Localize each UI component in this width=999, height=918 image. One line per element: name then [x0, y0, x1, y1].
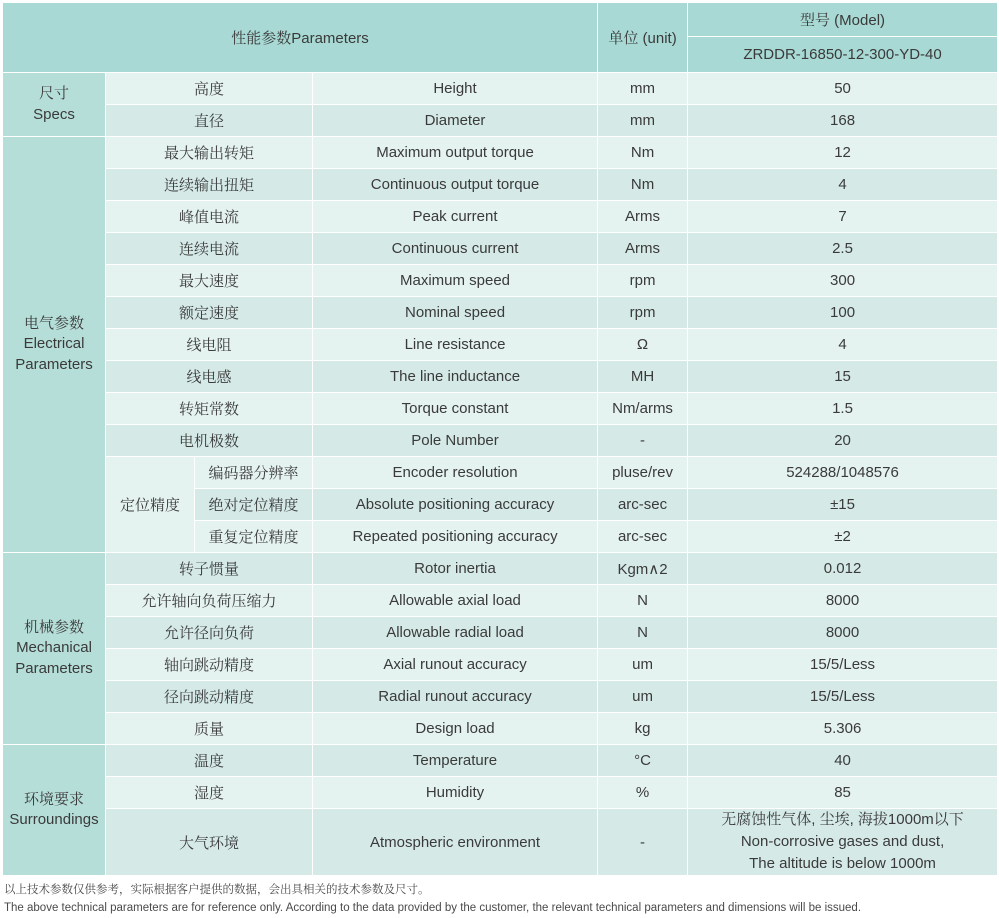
- row-unit: Kgm∧2: [598, 553, 688, 585]
- header-model-label: 型号 (Model): [688, 3, 998, 37]
- row-label-en: Repeated positioning accuracy: [313, 521, 598, 553]
- group-specs-en: Specs: [33, 105, 75, 123]
- table-row-atmospheric: [3, 809, 998, 876]
- row-unit: mm: [598, 73, 688, 105]
- group-mechanical-cn: 机械参数: [23, 619, 84, 637]
- row-label-cn: 峰值电流: [106, 201, 313, 233]
- row-value: 524288/1048576: [688, 457, 998, 489]
- row-unit: Nm: [598, 169, 688, 201]
- row-label-cn: 直径: [106, 105, 313, 137]
- row-label-en: Peak current: [313, 201, 598, 233]
- row-label-en: Absolute positioning accuracy: [313, 489, 598, 521]
- row-unit: pluse/rev: [598, 457, 688, 489]
- footnotes: [2, 882, 999, 918]
- row-label-cn: 湿度: [106, 777, 313, 809]
- row-value: 7: [688, 201, 998, 233]
- table-row: [3, 681, 998, 713]
- row-unit: -: [598, 809, 688, 876]
- row-unit: arc-sec: [598, 521, 688, 553]
- row-unit: N: [598, 585, 688, 617]
- row-label-en: Line resistance: [313, 329, 598, 361]
- row-value: ±15: [688, 489, 998, 521]
- row-unit: MH: [598, 361, 688, 393]
- row-label-cn: 绝对定位精度: [195, 489, 313, 521]
- row-value-atmospheric: [688, 809, 998, 876]
- row-label-cn: 额定速度: [106, 297, 313, 329]
- row-unit: °C: [598, 745, 688, 777]
- row-label-cn: 连续电流: [106, 233, 313, 265]
- row-label-en: Diameter: [313, 105, 598, 137]
- row-value: 85: [688, 777, 998, 809]
- group-specs-cn: 尺寸: [38, 85, 69, 103]
- table-row: [3, 713, 998, 745]
- table-row: [3, 73, 998, 105]
- table-row: [3, 617, 998, 649]
- row-label-en: Radial runout accuracy: [313, 681, 598, 713]
- table-row: [3, 553, 998, 585]
- group-mechanical: [3, 553, 106, 745]
- table-row: [3, 745, 998, 777]
- row-value: 4: [688, 329, 998, 361]
- row-value: 8000: [688, 585, 998, 617]
- table-row: [3, 233, 998, 265]
- row-label-en: Design load: [313, 713, 598, 745]
- row-unit: Ω: [598, 329, 688, 361]
- row-label-cn: 温度: [106, 745, 313, 777]
- group-electrical-en: Electrical: [23, 335, 85, 353]
- row-label-cn: 线电阻: [106, 329, 313, 361]
- row-label-en: Temperature: [313, 745, 598, 777]
- row-value: 12: [688, 137, 998, 169]
- row-value: ±2: [688, 521, 998, 553]
- group-mechanical-en2: Parameters: [15, 659, 93, 677]
- table-row: [3, 585, 998, 617]
- row-value: 8000: [688, 617, 998, 649]
- row-unit: um: [598, 681, 688, 713]
- table-row: [3, 169, 998, 201]
- row-label-cn: 转矩常数: [106, 393, 313, 425]
- row-label-cn: 大气环境: [106, 809, 313, 876]
- row-unit: N: [598, 617, 688, 649]
- table-row: [3, 457, 998, 489]
- row-label-cn: 电机极数: [106, 425, 313, 457]
- row-label-en: The line inductance: [313, 361, 598, 393]
- row-unit: Nm: [598, 137, 688, 169]
- row-label-cn: 高度: [106, 73, 313, 105]
- row-unit: rpm: [598, 265, 688, 297]
- header-model-value: ZRDDR-16850-12-300-YD-40: [688, 37, 998, 73]
- table-row: [3, 425, 998, 457]
- row-value: 5.306: [688, 713, 998, 745]
- row-label-cn: 最大速度: [106, 265, 313, 297]
- row-value: 40: [688, 745, 998, 777]
- table-row: [3, 105, 998, 137]
- group-electrical: [3, 137, 106, 553]
- row-unit: %: [598, 777, 688, 809]
- group-surroundings-cn: 环境要求: [23, 790, 84, 808]
- row-value: 15/5/Less: [688, 649, 998, 681]
- group-specs: [3, 73, 106, 137]
- row-label-cn: 质量: [106, 713, 313, 745]
- row-label-en: Pole Number: [313, 425, 598, 457]
- table-row: [3, 265, 998, 297]
- header-unit: 单位 (unit): [598, 3, 688, 73]
- row-label-cn: 连续输出扭矩: [106, 169, 313, 201]
- table-header-row: [3, 3, 998, 37]
- row-value: 15/5/Less: [688, 681, 998, 713]
- row-label-cn: 允许轴向负荷压缩力: [106, 585, 313, 617]
- row-label-en: Continuous output torque: [313, 169, 598, 201]
- table-row: [3, 201, 998, 233]
- row-label-en: Continuous current: [313, 233, 598, 265]
- row-value: 100: [688, 297, 998, 329]
- group-surroundings: [3, 745, 106, 876]
- specification-table: [2, 2, 998, 876]
- row-unit: rpm: [598, 297, 688, 329]
- row-unit: kg: [598, 713, 688, 745]
- row-label-cn: 轴向跳动精度: [106, 649, 313, 681]
- row-label-en: Encoder resolution: [313, 457, 598, 489]
- footnote-en: The above technical parameters are for reference only. According to the data provided by the customer, the relevant technical parameters and dimensions will be issued.: [4, 901, 862, 914]
- row-unit: Nm/arms: [598, 393, 688, 425]
- row-value: 20: [688, 425, 998, 457]
- row-unit: Arms: [598, 201, 688, 233]
- row-unit: arc-sec: [598, 489, 688, 521]
- table-row: [3, 393, 998, 425]
- footnote-cn: 以上技术参数仅供参考，实际根据客户提供的数据，会出具相关的技术参数及尺寸。: [4, 884, 430, 896]
- row-value: 15: [688, 361, 998, 393]
- row-value: 4: [688, 169, 998, 201]
- table-row: [3, 777, 998, 809]
- row-label-cn: 允许径向负荷: [106, 617, 313, 649]
- row-label-cn: 转子惯量: [106, 553, 313, 585]
- table-row: [3, 137, 998, 169]
- row-unit: -: [598, 425, 688, 457]
- row-unit: Arms: [598, 233, 688, 265]
- row-label-cn: 最大输出转矩: [106, 137, 313, 169]
- group-electrical-en2: Parameters: [15, 355, 93, 373]
- row-label-cn: 重复定位精度: [195, 521, 313, 553]
- row-value: 0.012: [688, 553, 998, 585]
- row-label-en: Axial runout accuracy: [313, 649, 598, 681]
- row-label-en: Nominal speed: [313, 297, 598, 329]
- group-mechanical-en: Mechanical: [16, 639, 92, 657]
- row-label-en: Rotor inertia: [313, 553, 598, 585]
- atmospheric-value-line1: 无腐蚀性气体, 尘埃, 海拔1000m以下: [721, 811, 964, 829]
- row-value: 2.5: [688, 233, 998, 265]
- header-parameters: 性能参数Parameters: [3, 3, 598, 73]
- row-label-cn: 径向跳动精度: [106, 681, 313, 713]
- row-label-en: Allowable axial load: [313, 585, 598, 617]
- row-label-cn: 线电感: [106, 361, 313, 393]
- row-label-en: Allowable radial load: [313, 617, 598, 649]
- row-value: 168: [688, 105, 998, 137]
- group-electrical-cn: 电气参数: [23, 315, 84, 333]
- row-unit: mm: [598, 105, 688, 137]
- atmospheric-value-line2: Non-corrosive gases and dust,: [740, 833, 945, 851]
- table-row: [3, 329, 998, 361]
- row-label-cn: 编码器分辨率: [195, 457, 313, 489]
- table-row: [3, 297, 998, 329]
- row-value: 300: [688, 265, 998, 297]
- table-row: [3, 361, 998, 393]
- row-label-en: Maximum output torque: [313, 137, 598, 169]
- group-surroundings-en: Surroundings: [9, 811, 99, 828]
- table-row: [3, 649, 998, 681]
- row-label-en: Maximum speed: [313, 265, 598, 297]
- row-label-en: Humidity: [313, 777, 598, 809]
- row-label-en: Torque constant: [313, 393, 598, 425]
- row-value: 1.5: [688, 393, 998, 425]
- subgroup-positioning-accuracy: 定位精度: [106, 457, 195, 553]
- row-label-en: Height: [313, 73, 598, 105]
- atmospheric-value-line3: The altitude is below 1000m: [749, 854, 936, 872]
- row-label-en: Atmospheric environment: [313, 809, 598, 876]
- row-unit: um: [598, 649, 688, 681]
- row-value: 50: [688, 73, 998, 105]
